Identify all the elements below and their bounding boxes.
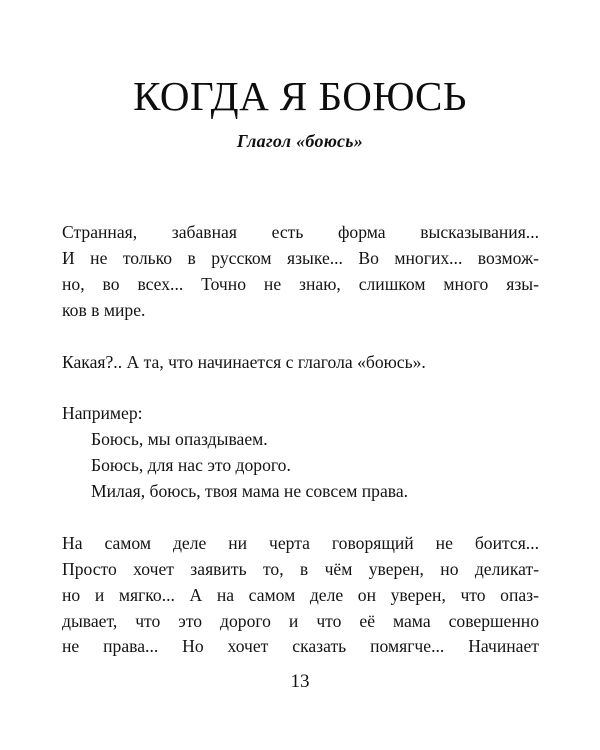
paragraph-3-line-3: но и мягко... А на самом деле он уверен, что опаз- — [62, 584, 539, 605]
paragraph-3 — [62, 531, 539, 661]
example-lead: Например: — [62, 403, 143, 424]
paragraph-3-line-4: дывает, что это дорого и что её мама совершенно — [62, 610, 539, 631]
paragraph-3-line-2: Просто хочет заявить то, в чём уверен, но деликат- — [62, 558, 539, 579]
example-item: Милая, боюсь, твоя мама не совсем права. — [91, 481, 409, 502]
paragraph-1-line-4: ков в мире. — [62, 299, 146, 320]
paragraph-1-line-3: но, во всех... Точно не знаю, слишком много язы- — [62, 273, 539, 294]
example-block — [62, 401, 539, 505]
page-number: 13 — [290, 671, 310, 692]
chapter-title: КОГДА Я БОЮСЬ — [133, 73, 467, 120]
paragraph-3-line-1: На самом деле ни черта говорящий не боится... — [62, 532, 539, 553]
paragraph-3-line-5: не права... Но хочет сказать помягче... Начинает — [62, 636, 539, 657]
paragraph-2: Какая?.. А та, что начинается с глагола «боюсь». — [62, 351, 426, 372]
body-text-column — [62, 220, 539, 660]
paragraph-1 — [62, 220, 539, 324]
paragraph-1-line-1: Странная, забавная есть форма высказывания... — [62, 222, 539, 242]
example-item: Боюсь, для нас это дорого. — [91, 455, 291, 476]
example-item: Боюсь, мы опаздываем. — [91, 429, 268, 450]
chapter-subtitle: Глагол «боюсь» — [236, 131, 364, 151]
paragraph-1-line-2: И не только в русском языке... Во многих... возмож- — [62, 247, 539, 268]
